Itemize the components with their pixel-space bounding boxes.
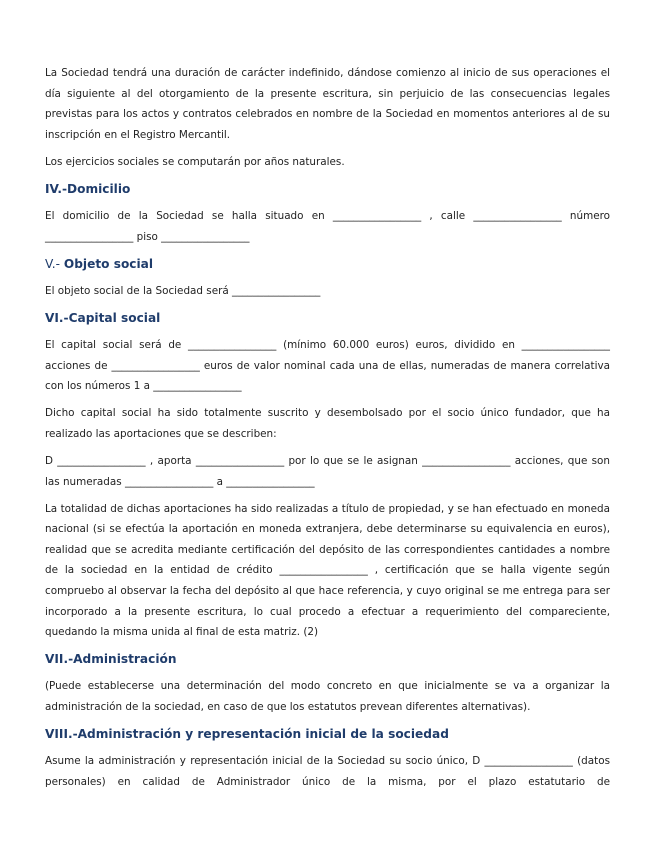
- heading-domicilio: IV.-Domicilio: [45, 181, 131, 196]
- paragraph-duracion: La Sociedad tendrá una duración de carácter indefinido, dándose comienzo al inicio de sus operaciones el día siguiente al del otorgamiento de la presente escritura, sin perjuicio de las consecuencias legales previstas para los actos y contratos celebrados en nombre de la Sociedad en momentos anteriores al de su inscripción en el Registro Mercantil.: [45, 67, 610, 141]
- paragraph-capital: El capital social será de _________________ (mínimo 60.000 euros) euros, dividido en _________________ acciones de _________________ euros de valor nominal cada una de ellas, numeradas de manera correlativa con los números 1 a _________________: [45, 339, 610, 393]
- paragraph-representacion: Asume la administración y representación inicial de la Sociedad su socio único, D _________________ (datos personales) en calidad de Administrador único de la misma, por el plazo estatutario de: [45, 755, 610, 788]
- paragraph-objeto: El objeto social de la Sociedad será _________________: [45, 284, 321, 297]
- heading-administracion: VII.-Administración: [45, 652, 177, 667]
- paragraph-suscrito: Dicho capital social ha sido totalmente suscrito y desembolsado por el socio único fundador, que ha realizado las aportaciones que se describen:: [45, 407, 610, 440]
- document-page: [45, 63, 610, 799]
- heading-capital-social: VI.-Capital social: [45, 310, 161, 325]
- heading-representacion: VIII.-Administración y representación inicial de la sociedad: [45, 727, 449, 742]
- paragraph-administracion: (Puede establecerse una determinación del modo concreto en que inicialmente se va a organizar la administración de la sociedad, en caso de que los estatutos prevean diferentes alternativas).: [45, 680, 610, 714]
- heading-objeto-label: Objeto social: [63, 256, 154, 271]
- paragraph-ejercicios: Los ejercicios sociales se computarán por años naturales.: [45, 155, 345, 168]
- paragraph-domicilio: El domicilio de la Sociedad se halla situado en _________________ , calle _________________ número _________________ piso _________________: [45, 210, 610, 243]
- heading-objeto-prefix: V.-: [45, 256, 64, 271]
- paragraph-aporta: D _________________ , aporta _________________ por lo que se le asignan _________________ acciones, que son las numeradas _________________ a _________________: [45, 455, 610, 488]
- heading-objeto-social: [45, 254, 610, 275]
- paragraph-totalidad: La totalidad de dichas aportaciones ha sido realizadas a título de propiedad, y se han efectuado en moneda nacional (si se efectúa la aportación en moneda extranjera, debe determinarse su equivalencia en euros), realidad que se acredita mediante certificación del depósito de las correspondientes cantidades a nombre de la sociedad en la entidad de crédito _________________ , certificación que se halla vigente según compruebo al observar la fecha del depósito al que hace referencia, y cuyo original se me entrega para ser incorporado a la presente escritura, lo cual procedo a efectuar a requerimiento del compareciente, quedando la misma unida al final de esta matriz. (2): [45, 502, 610, 639]
